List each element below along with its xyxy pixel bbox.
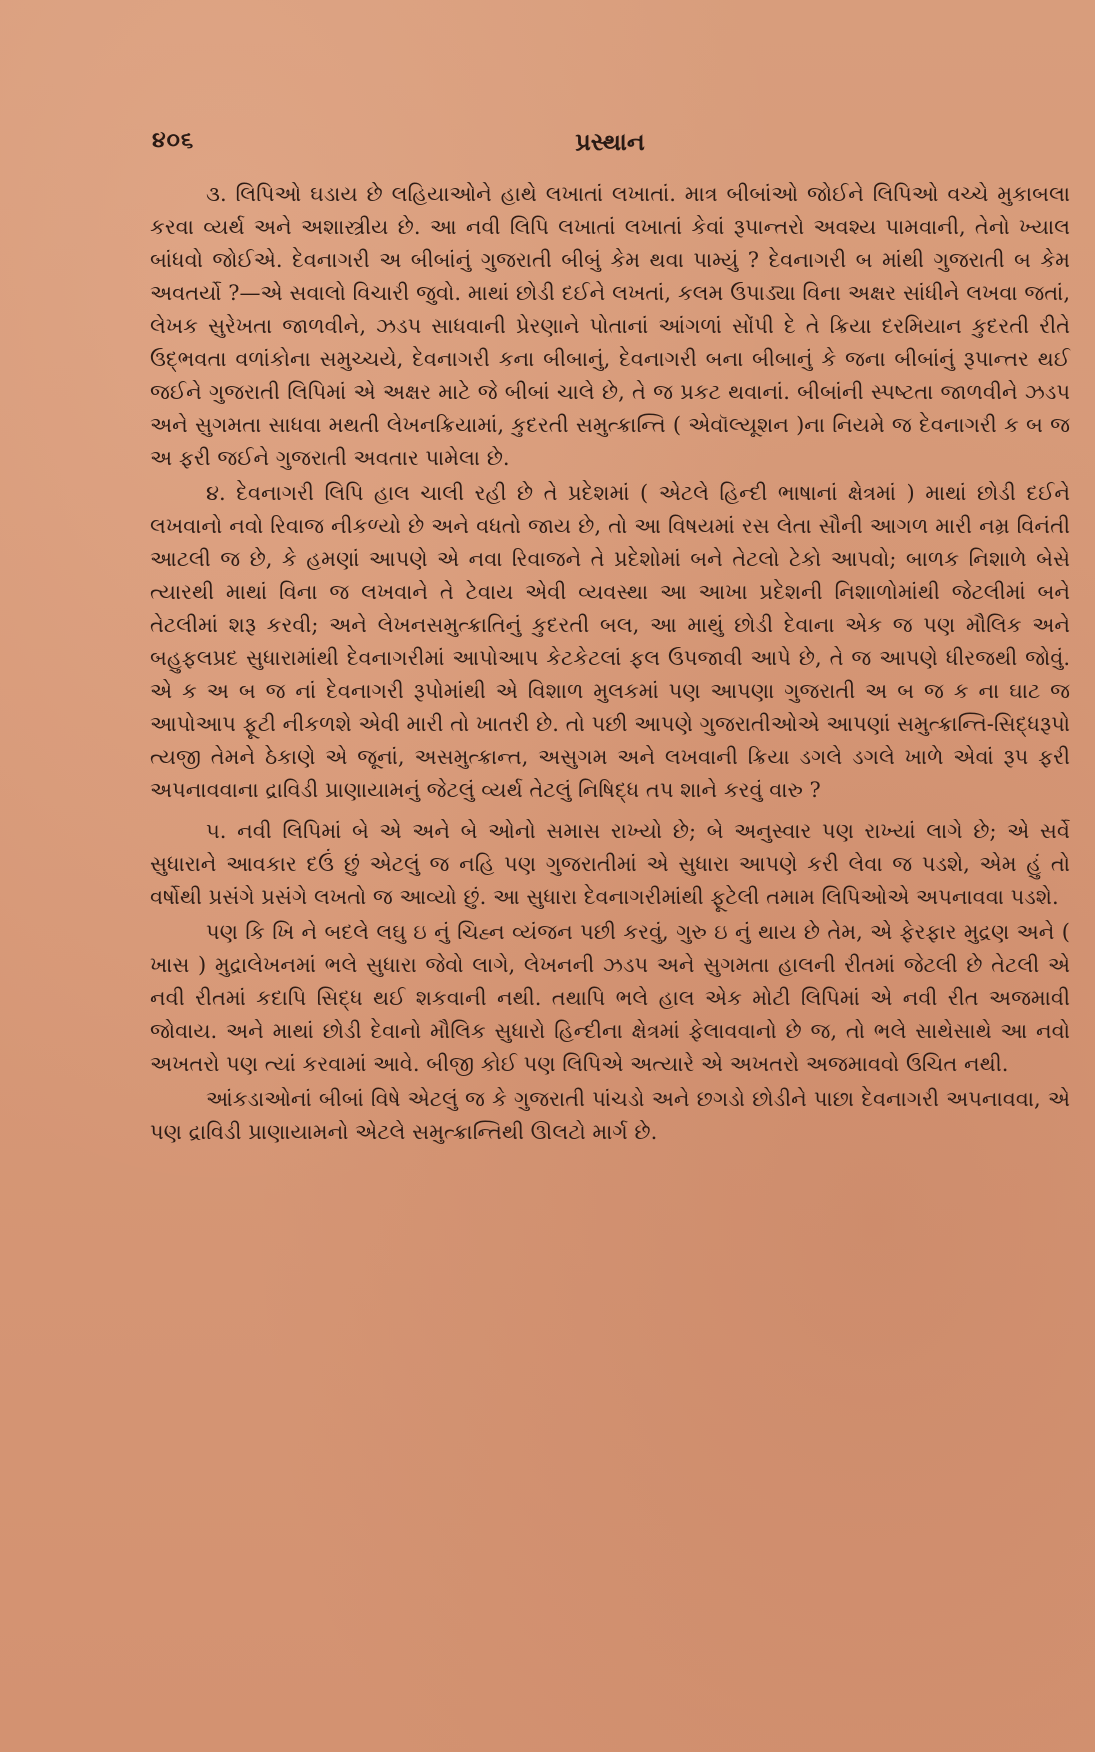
paragraph-numerals: આંકડાઓનાં બીબાં વિષે એટલું જ કે ગુજરાતી પાંચડો અને છગડો છોડીને પાછા દેવનાગરી અપનાવવા, એ પણ દ્રાવિડી પ્રાણાયામનો એટલે સમુત્ક્રાન્તિથી ઊલટો માર્ગ છે. (150, 1087, 1070, 1144)
paragraph-lipi-reform: પણ કિ ખિ ને બદલે લઘુ ઇ નું ચિહ્ન વ્યંજન પછી કરવું, ગુરુ ઇ નું થાય છે તેમ, એ ફેરફાર મુદ્રણ અને ( ખાસ ) મુદ્રાલેખનમાં ભલે સુધારા જેવો લાગે, લેખનની ઝડપ અને સુગમતા હાલની રીતમાં જેટલી છે તેટલી એ નવી રીતમાં કદાપિ સિદ્ધ થઈ શકવાની નથી. તથાપિ ભલે હાલ એક મોટી લિપિમાં એ નવી રીત અજમાવી જોવાય. અને માથાં છોડી દેવાનો મૌલિક સુધારો હિન્દીના ક્ષેત્રમાં ફેલાવવાનો છે જ, તો ભલે સાથેસાથે આ નવો અખતરો પણ ત્યાં કરવામાં આવે. બીજી કોઈ પણ લિપિએ અત્યારે એ અખતરો અજમાવવો ઉચિત નથી. (150, 920, 1070, 1076)
paragraph-5: ૫. નવી લિપિમાં બે એ અને બે ઓનો સમાસ રાખ્યો છે; બે અનુસ્વાર પણ રાખ્યાં લાગે છે; એ સર્વે સુધારાને આવકાર દઉં છું એટલું જ નહિ પણ ગુજરાતીમાં એ સુધારા આપણે કરી લેવા જ પડશે, એમ હું તો વર્ષોથી પ્રસંગે પ્રસંગે લખતો જ આવ્યો છું. આ સુધારા દેવનાગરીમાંથી ફૂટેલી તમામ લિપિઓએ અપનાવવા પડશે. (150, 819, 1070, 909)
paragraph-3: ૩. લિપિઓ ઘડાય છે લહિયાઓને હાથે લખાતાં લખાતાં. માત્ર બીબાંઓ જોઈને લિપિઓ વચ્ચે મુકાબલા કરવા વ્યર્થ અને અશાસ્ત્રીય છે. આ નવી લિપિ લખાતાં લખાતાં કેવાં રૂપાન્તરો અવશ્ય પામવાની, તેનો ખ્યાલ બાંધવો જોઈએ. દેવનાગરી અ બીબાંનું ગુજરાતી બીબું કેમ થવા પામ્યું ? દેવનાગરી બ માંથી ગુજરાતી બ કેમ અવતર્યો ?—એ સવાલો વિચારી જુવો. માથાં છોડી દઈને લખતાં, કલમ ઉપાડ્યા વિના અક્ષર સાંધીને લખવા જતાં, લેખક સુરેખતા જાળવીને, ઝડપ સાધવાની પ્રેરણાને પોતાનાં આંગળાં સોંપી દે તે ક્રિયા દરમિયાન કુદરતી રીતે ઉદ્ભવતા વળાંકોના સમુચ્ચયે, દેવનાગરી કના બીબાનું, દેવનાગરી બના બીબાનું કે જના બીબાંનું રૂપાન્તર થઈ જઈને ગુજરાતી લિપિમાં એ અક્ષર માટે જે બીબાં ચાલે છે, તે જ પ્રકટ થવાનાં. બીબાંની સ્પષ્ટતા જાળવીને ઝડપ અને સુગમતા સાધવા મથતી લેખનક્રિયામાં, કુદરતી સમુત્ક્રાન્તિ ( એવૉલ્યૂશન )ના નિયમે જ દેવનાગરી ક બ જ અ ફરી જઈને ગુજરાતી અવતાર પામેલા છે. (150, 182, 1070, 470)
page-number: ૪૦૬ (152, 128, 195, 153)
page-header (150, 128, 1070, 164)
body-text (150, 178, 1070, 1149)
running-title: પ્રસ્થાન (575, 128, 645, 156)
paragraph-4: ૪. દેવનાગરી લિપિ હાલ ચાલી રહી છે તે પ્રદેશમાં ( એટલે હિન્દી ભાષાનાં ક્ષેત્રમાં ) માથાં છોડી દઈને લખવાનો નવો રિવાજ નીકળ્યો છે અને વધતો જાય છે, તો આ વિષયમાં રસ લેતા સૌની આગળ મારી નમ્ર વિનંતી આટલી જ છે, કે હમણાં આપણે એ નવા રિવાજને તે પ્રદેશોમાં બને તેટલો ટેકો આપવો; બાળક નિશાળે બેસે ત્યારથી માથાં વિના જ લખવાને તે ટેવાય એવી વ્યવસ્થા આ આખા પ્રદેશની નિશાળોમાંથી જેટલીમાં બને તેટલીમાં શરૂ કરવી; અને લેખનસમુત્ક્રાતિનું કુદરતી બલ, આ માથું છોડી દેવાના એક જ પણ મૌલિક અને બહુફલપ્રદ સુધારામાંથી દેવનાગરીમાં આપોઆપ કેટકેટલાં ફલ ઉપજાવી આપે છે, તે જ આપણે ધીરજથી જોવું. એ ક અ બ જ નાં દેવનાગરી રૂપોમાંથી એ વિશાળ મુલકમાં પણ આપણા ગુજરાતી અ બ જ ક ના ઘાટ જ આપોઆપ ફૂટી નીકળશે એવી મારી તો ખાતરી છે. તો પછી આપણે ગુજરાતીઓએ આપણાં સમુત્ક્રાન્તિ-સિદ્ધરૂપો ત્યજી તેમને ઠેકાણે એ જૂનાં, અસમુત્ક્રાન્ત, અસુગમ અને લખવાની ક્રિયા ડગલે ડગલે ખાળે એવાં રૂપ ફરી અપનાવવાના દ્રાવિડી પ્રાણાયામનું જેટલું વ્યર્થ તેટલું નિષિદ્ધ તપ શાને કરવું વારુ ? (150, 481, 1070, 802)
